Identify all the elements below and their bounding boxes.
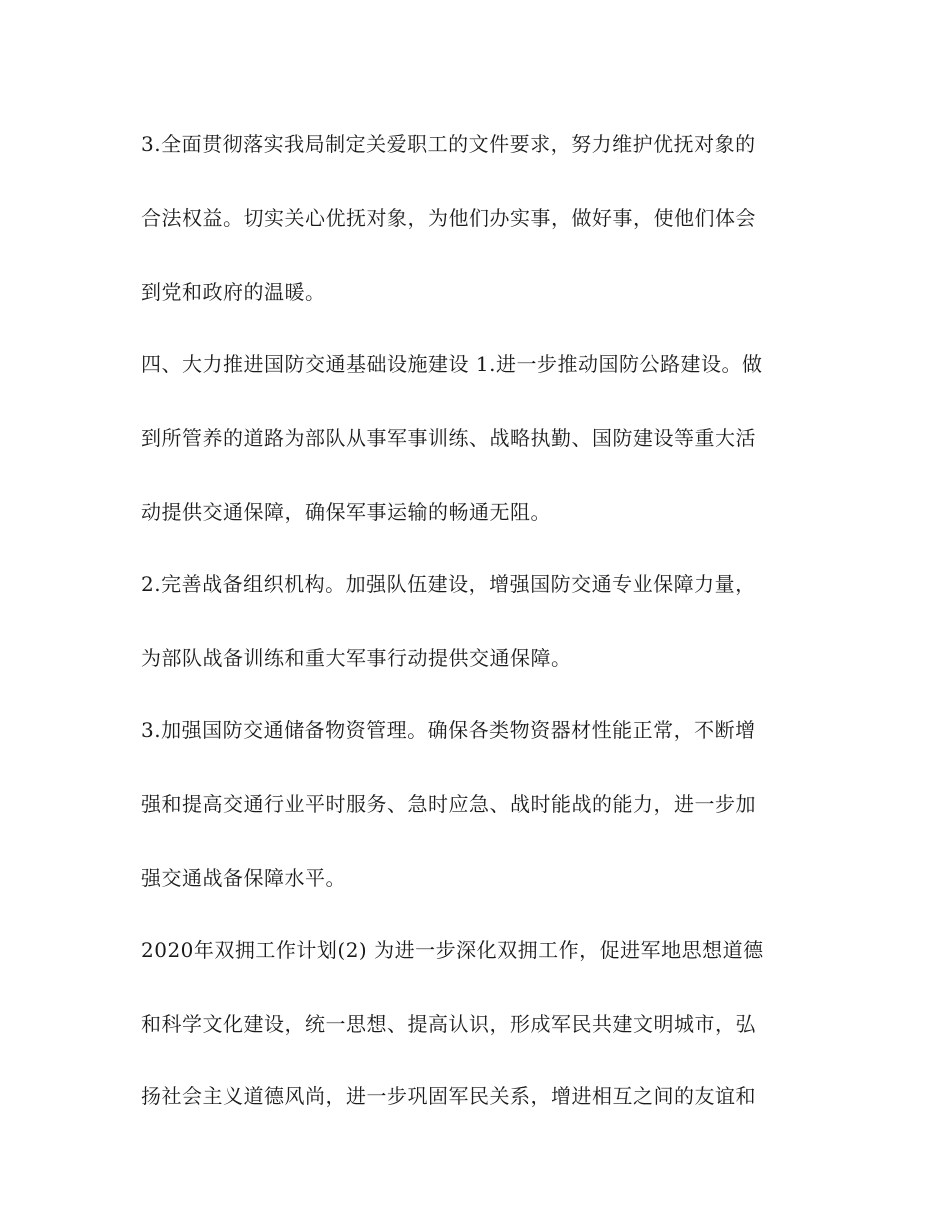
text-line-11: 强交通战备保障水平。 [141, 866, 346, 890]
text-line-6: 动提供交通保障，确保军事运输的畅通无阻。 [141, 500, 551, 524]
text-line-7: 2.完善战备组织机构。加强队伍建设，增强国防交通专业保障力量， [141, 572, 756, 596]
text-line-10: 强和提高交通行业平时服务、急时应急、战时能战的能力，进一步加 [141, 792, 756, 816]
text-line-2: 合法权益。切实关心优抚对象，为他们办实事，做好事，使他们体会 [141, 206, 756, 230]
text-line-13: 和科学文化建设，统一思想、提高认识，形成军民共建文明城市，弘 [141, 1012, 756, 1036]
text-line-9: 3.加强国防交通储备物资管理。确保各类物资器材性能正常，不断增 [141, 718, 756, 742]
text-line-1: 3.全面贯彻落实我局制定关爱职工的文件要求，努力维护优抚对象的 [141, 132, 756, 156]
text-line-12: 2020年双拥工作计划(2) 为进一步深化双拥工作，促进军地思想道德 [141, 938, 764, 962]
text-line-14: 扬社会主义道德风尚，进一步巩固军民关系，增进相互之间的友谊和 [141, 1084, 756, 1108]
text-line-3: 到党和政府的温暖。 [141, 280, 326, 304]
text-line-8: 为部队战备训练和重大军事行动提供交通保障。 [141, 646, 572, 670]
text-line-4: 四、大力推进国防交通基础设施建设 1.进一步推动国防公路建设。做 [141, 352, 763, 376]
text-line-5: 到所管养的道路为部队从事军事训练、战略执勤、国防建设等重大活 [141, 426, 756, 450]
